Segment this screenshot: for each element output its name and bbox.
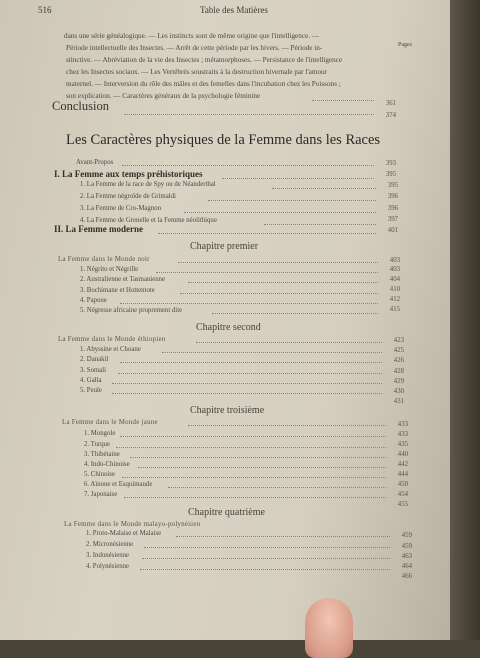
chapter-subtitle-page: 423 [393, 337, 404, 344]
toc-entry-page: 444 [397, 471, 408, 478]
part-title: Les Caractères physiques de la Femme dans les Races [66, 132, 381, 148]
toc-entry-page: 430 [393, 388, 404, 395]
toc-entry: 4. Papoue [80, 297, 107, 304]
finger [305, 598, 353, 658]
toc-entry: 5. Peule [80, 387, 102, 394]
toc-entry-page: 450 [397, 481, 408, 488]
toc-entry: 3. Thibétaine [84, 451, 120, 458]
toc-entry-page: 397 [387, 216, 398, 223]
chapter-subtitle-page: 403 [389, 257, 400, 264]
section-heading: I. La Femme aux temps préhistoriques [54, 169, 203, 179]
chapter-title: Chapitre premier [190, 241, 259, 252]
toc-entry: 2. Turque [84, 441, 111, 448]
toc-entry: 3. Indonésienne [86, 552, 130, 559]
intro-page: 361 [385, 100, 396, 107]
toc-entry: 1. Abyssine et Choane [80, 346, 141, 353]
toc-entry-page: 435 [397, 441, 408, 448]
section-page: 401 [387, 227, 398, 234]
toc-entry-page: 396 [387, 193, 398, 200]
toc-entry: 5. Négresse africaine proprement dite [80, 307, 183, 314]
chapter-end-page: 455 [397, 501, 408, 508]
intro-line: maternel. — Interversion du rôle des mâles et des femelles dans l'incubation chez les Poissons ; [66, 80, 341, 88]
chapter-subtitle: La Femme dans le Monde noir [58, 256, 150, 263]
chapter-subtitle-page: 433 [397, 421, 408, 428]
pages-label: Pages [398, 42, 412, 48]
running-title: Table des Matières [200, 5, 268, 15]
toc-entry: 2. Danakil [80, 356, 109, 363]
intro-line: stinctive. — Abréviation de la vie des Insectes ; métamorphoses. — Persistance de l'intelligence [66, 56, 343, 64]
chapter-subtitle: La Femme dans le Monde jaune [62, 419, 158, 426]
toc-entry-page: 403 [389, 266, 400, 273]
toc-entry-page: 428 [393, 368, 404, 375]
chapter-title: Chapitre quatrième [188, 507, 265, 518]
toc-entry-page: 464 [401, 563, 412, 570]
toc-entry-page: 412 [389, 296, 400, 303]
avant-propos: Avant-Propos [76, 159, 114, 166]
toc-entry-page: 425 [393, 347, 404, 354]
chapter-title: Chapitre second [196, 322, 261, 333]
toc-entry: 4. Indo-Chinoise [84, 461, 130, 468]
toc-entry-page: 415 [389, 306, 400, 313]
chapter-end-page: 466 [401, 573, 412, 580]
intro-line: son explication. — Caractères généraux de la psychologie féminine [66, 92, 261, 100]
toc-entry-page: 433 [397, 431, 408, 438]
toc-entry-page: 404 [389, 276, 400, 283]
toc-entry: 4. La Femme de Grenelle et la Femme néolithique [80, 217, 217, 224]
intro-line: dans une série généalogique. — Les instincts sont de même origine que l'intelligence. — [64, 32, 319, 40]
toc-entry: 1. La Femme de la race de Spy ou de Néanderthal [80, 181, 216, 188]
toc-entry-page: 459 [401, 543, 412, 550]
chapter-subtitle: La Femme dans le Monde éthiopien [58, 336, 166, 343]
toc-entry: 1. Proto-Malaise et Malaise [86, 530, 162, 537]
conclusion-page: 374 [385, 112, 396, 119]
toc-entry: 3. Somali [80, 367, 107, 374]
toc-entry-page: 454 [397, 491, 408, 498]
toc-entry: 5. Chinoise [84, 471, 115, 478]
toc-entry-page: 440 [397, 451, 408, 458]
toc-entry: 7. Japonaise [84, 491, 118, 498]
toc-entry: 2. La Femme négroïde de Grimaldi [80, 193, 176, 200]
intro-line: Période intellectuelle des Insectes. — Arrêt de cette période par les hivers. — Période in- [66, 44, 323, 52]
toc-entry-page: 426 [393, 357, 404, 364]
toc-entry-page: 396 [387, 205, 398, 212]
chapter-title: Chapitre troisième [190, 405, 265, 416]
toc-entry-page: 442 [397, 461, 408, 468]
toc-entry: 1. Mongole [84, 430, 116, 437]
toc-entry: 3. Bochimane et Hottentote [80, 287, 155, 294]
toc-entry: 6. Aïnoue et Esquimaude [84, 481, 153, 488]
book-edge [450, 0, 480, 640]
conclusion-heading: Conclusion [52, 99, 109, 113]
avant-propos-page: 393 [385, 160, 396, 167]
toc-entry: 4. Polynésienne [86, 563, 130, 570]
toc-entry: 1. Négrito et Négrille [80, 266, 139, 273]
toc-entry-page: 463 [401, 553, 412, 560]
toc-entry: 4. Galla [80, 377, 102, 384]
toc-entry-page: 459 [401, 532, 412, 539]
section-page: 395 [385, 171, 396, 178]
toc-entry-page: 429 [393, 378, 404, 385]
intro-line: chez les Insectes sociaux. — Les Vertébrés soustraits à la destruction hivernale par l'amour [66, 68, 328, 76]
toc-entry-page: 410 [389, 286, 400, 293]
toc-entry-page: 395 [387, 182, 398, 189]
section-heading: II. La Femme moderne [54, 224, 143, 234]
chapter-subtitle: La Femme dans le Monde malayo-polynésien [64, 521, 201, 528]
page-number: 516 [38, 5, 52, 15]
toc-entry: 2. Australienne et Tasmanienne [80, 276, 166, 283]
toc-entry: 2. Micronésienne [86, 541, 134, 548]
chapter-end-page: 431 [393, 398, 404, 405]
toc-entry: 3. La Femme de Cro-Magnon [80, 205, 161, 212]
